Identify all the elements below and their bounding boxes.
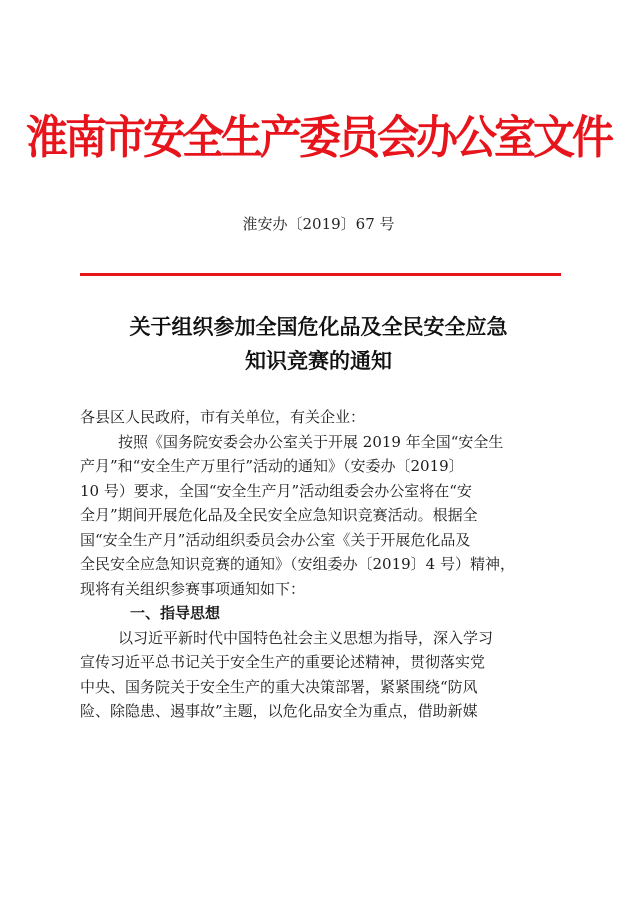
- notice-title-line-2: 知识竞赛的通知: [245, 348, 392, 373]
- paragraph-1-line: 全月”期间开展危化品及全民安全应急知识竞赛活动。根据全: [80, 506, 478, 524]
- red-separator-line: [80, 273, 561, 276]
- paragraph-2-line: 中央、国务院关于安全生产的重大决策部署，紧紧围绕“防风: [80, 677, 478, 696]
- document-number: 淮安办〔2019〕67 号: [242, 215, 395, 233]
- paragraph-1-line: 国“安全生产月”活动组织委员会办公室《关于开展危化品及: [80, 530, 471, 549]
- paragraph-1-line: 全民安全应急知识竞赛的通知》（安组委办〔2019〕4 号）精神，: [80, 555, 515, 573]
- salutation: 各县区人民政府，市有关单位，有关企业：: [80, 408, 366, 426]
- paragraph-1-line: 10 号）要求，全国“安全生产月”活动组委会办公室将在“安: [80, 481, 472, 500]
- paragraph-1-line: 产月”和“安全生产万里行”活动的通知》（安委办〔2019〕: [80, 457, 464, 475]
- paragraph-1-line: 按照《国务院安委会办公室关于开展 2019 年全国“安全生: [118, 432, 504, 451]
- paragraph-1-line: 现将有关组织参赛事项通知如下：: [80, 579, 306, 598]
- document-masthead: 淮南市安全生产委员会办公室文件: [25, 111, 611, 164]
- paragraph-2-line: 宣传习近平总书记关于安全生产的重要论述精神，贯彻落实党: [80, 653, 486, 671]
- section-heading-1: 一、指导思想: [130, 604, 221, 622]
- notice-title-line-1: 关于组织参加全国危化品及全民安全应急: [129, 314, 508, 339]
- paragraph-2-line: 以习近平新时代中国特色社会主义思想为指导，深入学习: [118, 628, 494, 647]
- notice-body: [80, 405, 561, 724]
- notice-title: [0, 310, 637, 378]
- paragraph-2-line: 险、除隐患、遏事故”主题，以危化品安全为重点，借助新媒: [80, 702, 478, 720]
